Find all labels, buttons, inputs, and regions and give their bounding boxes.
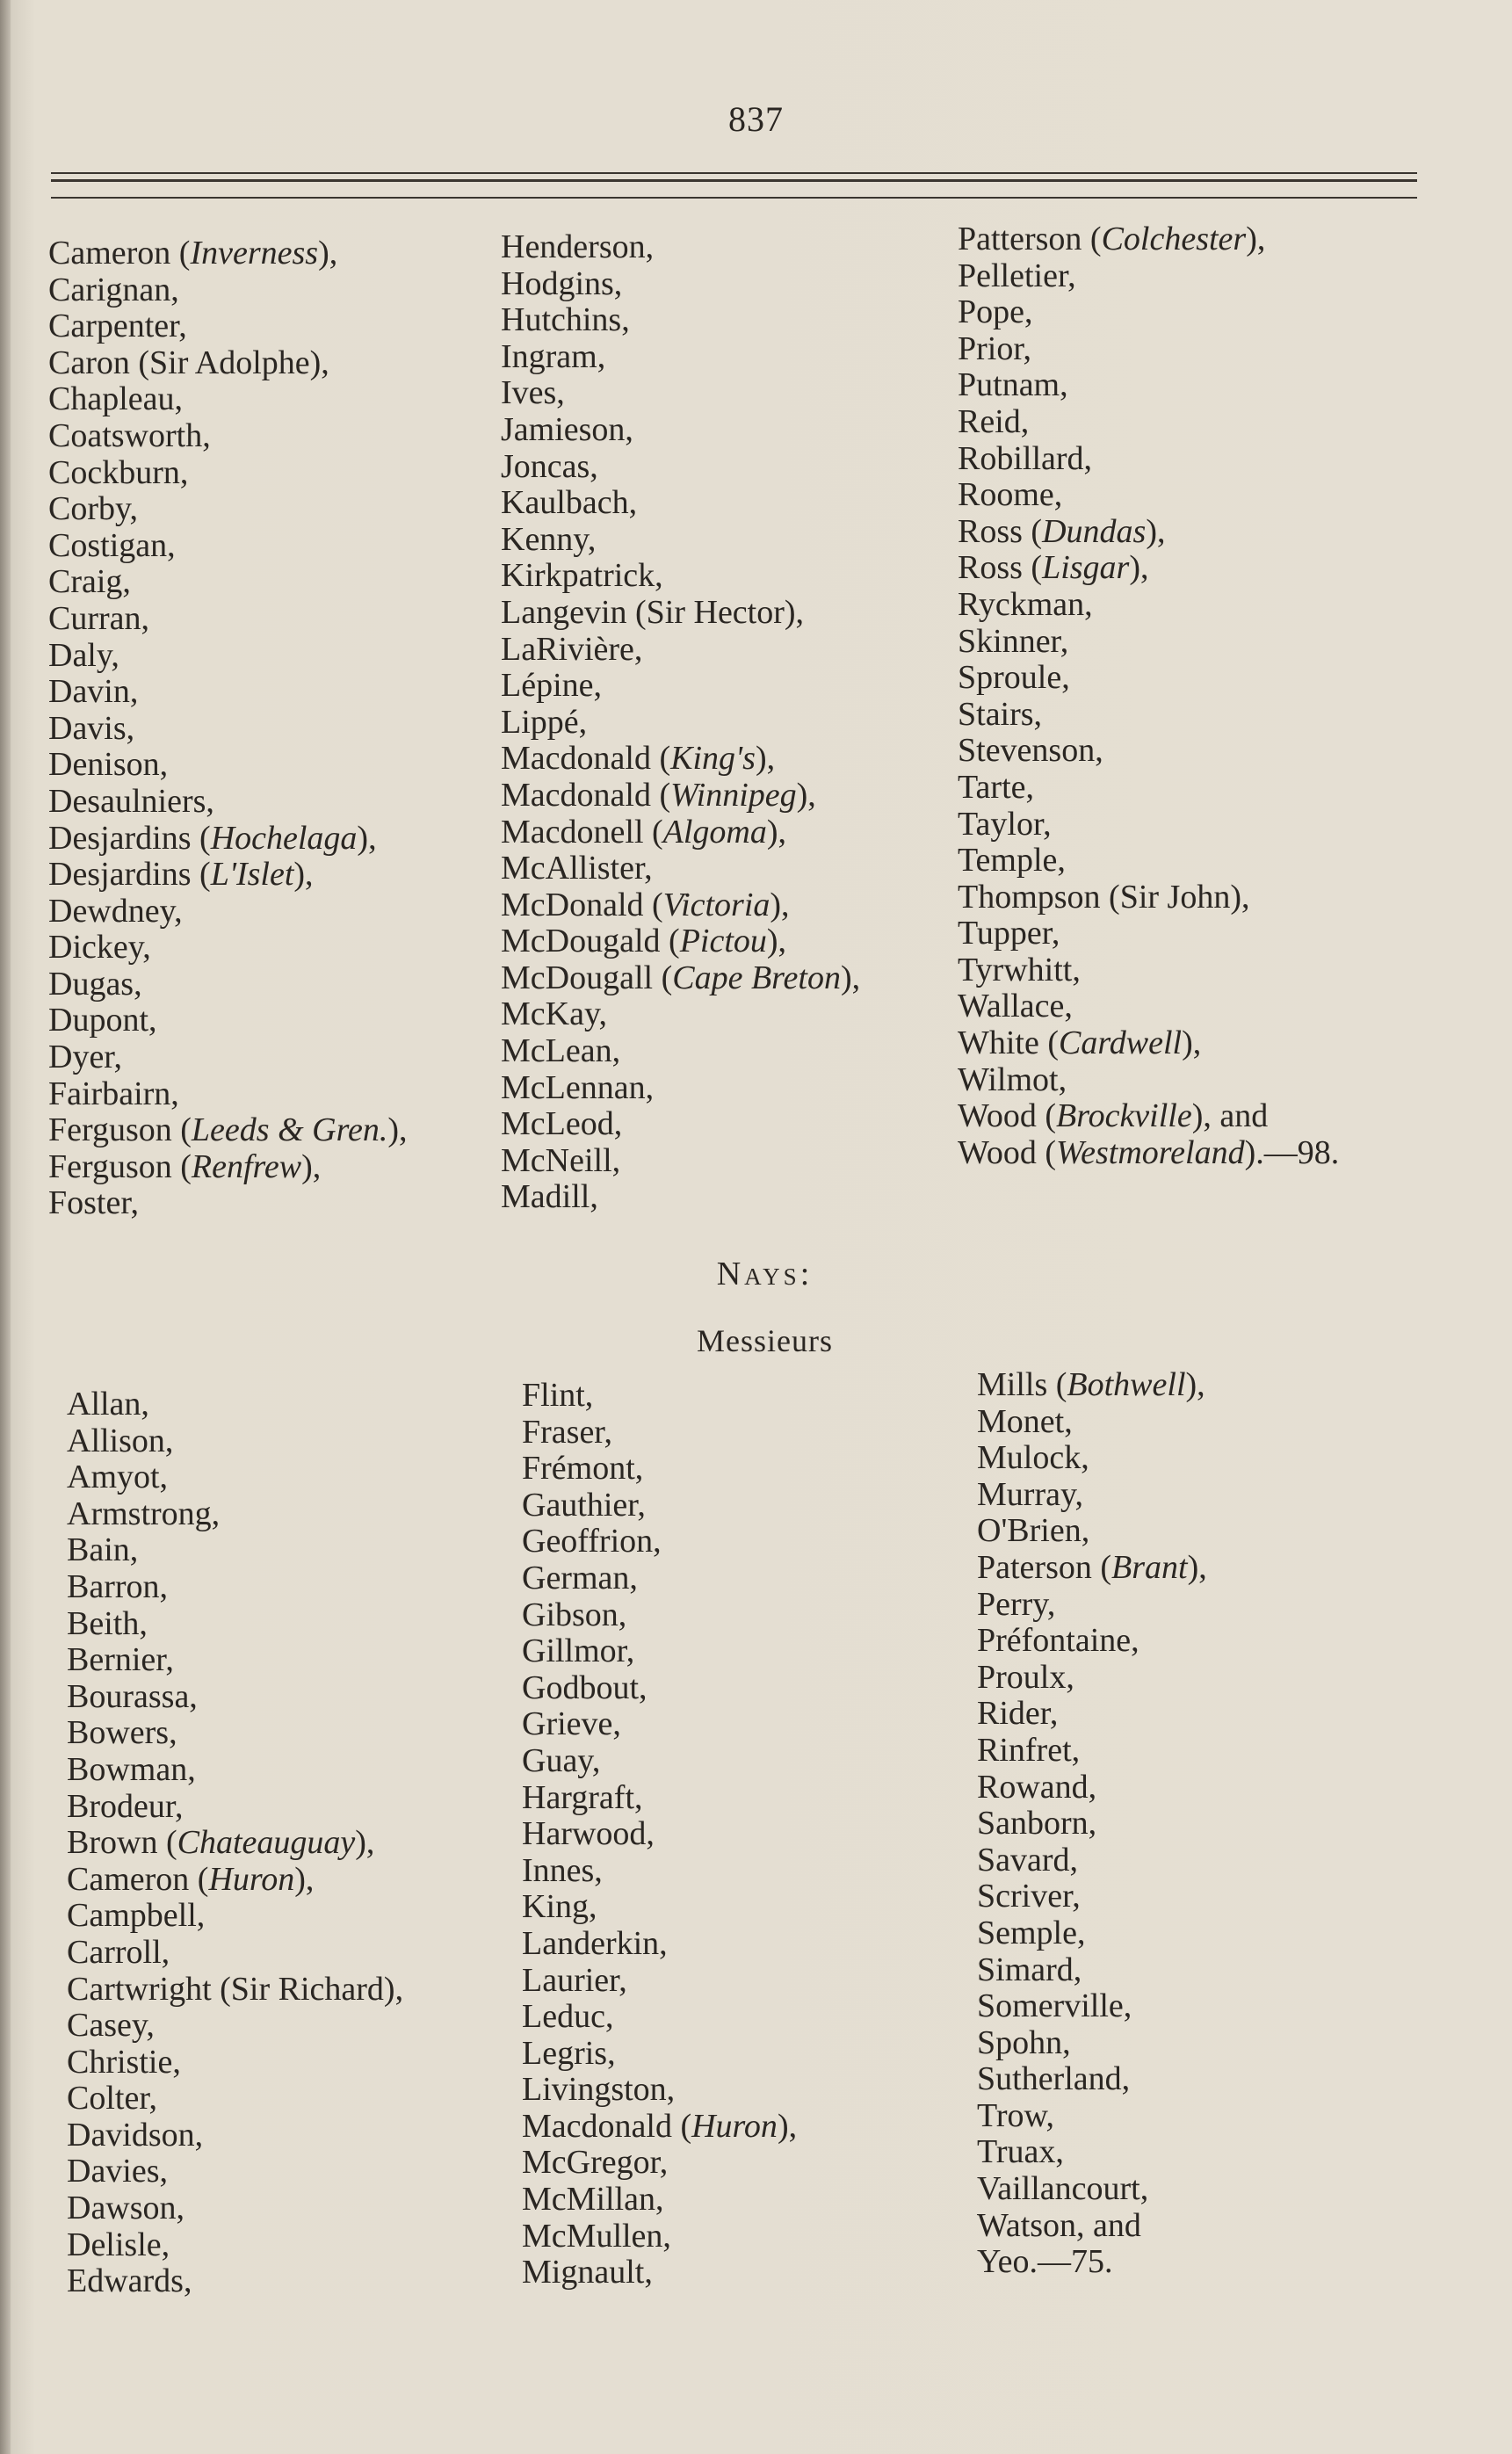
member-name: Rider, (977, 1695, 1059, 1733)
member-name: Vaillancourt, (977, 2170, 1149, 2208)
member-name: Guay, (522, 1741, 601, 1779)
member-name: Yeo.—75. (977, 2243, 1113, 2281)
member-name: Mills (Bothwell), (977, 1366, 1205, 1403)
member-name: Cameron (Inverness), (48, 235, 338, 271)
member-name: Sproule, (958, 659, 1070, 697)
member-name: Denison, (48, 746, 169, 784)
member-name: Costigan, (48, 526, 176, 564)
book-spine-shadow (0, 0, 11, 2454)
page-number: 837 (728, 99, 784, 139)
member-name: Dewdney, (48, 892, 183, 930)
member-name: Carignan, (48, 271, 179, 308)
member-name: Geoffrion, (522, 1523, 662, 1560)
member-name: Ferguson (Renfrew), (48, 1147, 322, 1185)
member-name: Bowman, (67, 1750, 196, 1788)
member-name: Roome, (958, 476, 1063, 514)
member-name: Perry, (977, 1585, 1056, 1623)
member-name: Hutchins, (501, 301, 630, 339)
member-name: Wood (Brockville), and (958, 1097, 1269, 1135)
member-name: McDonald (Victoria), (501, 886, 790, 923)
nays-column-2 (522, 1378, 797, 2291)
member-name: Grieve, (522, 1705, 621, 1743)
member-name: Leduc, (522, 1998, 614, 2036)
member-name: Caron (Sir Adolphe), (48, 344, 329, 381)
member-name: Reid, (958, 402, 1030, 440)
nays-heading: Nays: (716, 1256, 814, 1292)
member-name: Pope, (958, 293, 1033, 331)
member-name: McDougall (Cape Breton), (501, 959, 861, 996)
messieurs-heading: Messieurs (697, 1323, 833, 1358)
member-name: Colter, (67, 2080, 157, 2117)
member-name: Stairs, (958, 695, 1043, 733)
member-name: Rowand, (977, 1768, 1097, 1806)
member-name: White (Cardwell), (958, 1024, 1202, 1062)
member-name: Edwards, (67, 2262, 192, 2300)
member-name: Amyot, (67, 1459, 169, 1496)
member-name: Dugas, (48, 965, 142, 1003)
member-name: Wilmot, (958, 1061, 1067, 1098)
member-name: Wallace, (958, 988, 1073, 1025)
yeas-column-3 (958, 221, 1339, 1171)
member-name: Kaulbach, (501, 484, 638, 522)
member-name: McMullen, (522, 2217, 671, 2255)
member-name: Barron, (67, 1567, 169, 1605)
member-name: O'Brien, (977, 1512, 1090, 1550)
member-name: Cameron (Huron), (67, 1860, 315, 1898)
member-name: Sanborn, (977, 1805, 1097, 1842)
member-name: Brown (Chateauguay), (67, 1824, 375, 1862)
member-name: Watson, and (977, 2206, 1141, 2244)
member-name: Landerkin, (522, 1924, 668, 1962)
member-name: Corby, (48, 490, 139, 528)
member-name: Simard, (977, 1951, 1082, 1988)
member-name: LaRivière, (501, 630, 643, 668)
member-name: Livingston, (522, 2071, 676, 2109)
nays-column-3 (977, 1367, 1207, 2281)
member-name: Monet, (977, 1402, 1073, 1440)
member-name: Sutherland, (977, 2060, 1131, 2098)
member-name: Curran, (48, 599, 150, 637)
member-name: Prior, (958, 329, 1031, 367)
member-name: Cockburn, (48, 453, 189, 491)
member-name: Wood (Westmoreland).—98. (958, 1133, 1340, 1171)
member-name: Beith, (67, 1604, 148, 1642)
member-name: Bowers, (67, 1714, 177, 1752)
member-name: Davidson, (67, 2116, 204, 2154)
nays-column-1 (67, 1386, 403, 2300)
member-name: Brodeur, (67, 1787, 184, 1825)
member-name: Coatsworth, (48, 416, 211, 454)
yeas-column-1 (48, 235, 407, 1222)
member-name: Allan, (67, 1386, 149, 1422)
member-name: Taylor, (958, 805, 1052, 843)
member-name: Robillard, (958, 439, 1093, 477)
member-name: Tarte, (958, 768, 1035, 806)
member-name: Thompson (Sir John), (958, 878, 1250, 916)
member-name: Bernier, (67, 1641, 174, 1679)
member-name: McLeod, (501, 1105, 623, 1143)
member-name: Desjardins (Hochelaga), (48, 819, 377, 857)
member-name: Bourassa, (67, 1677, 198, 1715)
member-name: Langevin (Sir Hector), (501, 593, 805, 631)
member-name: McGregor, (522, 2144, 669, 2182)
member-name: Allison, (67, 1422, 174, 1459)
member-name: Hodgins, (501, 264, 623, 302)
member-name: Dawson, (67, 2190, 185, 2227)
member-name: Fraser, (522, 1413, 612, 1451)
member-name: Mulock, (977, 1439, 1089, 1477)
member-name: Craig, (48, 563, 131, 601)
member-name: Gauthier, (522, 1486, 646, 1524)
member-name: Daly, (48, 636, 119, 674)
member-name: Macdonald (Winnipeg), (501, 776, 816, 814)
member-name: Godbout, (522, 1669, 647, 1706)
member-name: McDougald (Pictou), (501, 923, 787, 960)
member-name: Lépine, (501, 667, 603, 705)
member-name: Gibson, (522, 1596, 627, 1633)
member-name: Préfontaine, (977, 1622, 1139, 1660)
member-name: Carroll, (67, 1933, 170, 1971)
member-name: Ross (Lisgar), (958, 549, 1149, 587)
member-name: Kirkpatrick, (501, 557, 663, 595)
member-name: Christie, (67, 2043, 181, 2081)
member-name: Putnam, (958, 366, 1068, 404)
member-name: Delisle, (67, 2226, 170, 2263)
member-name: Davis, (48, 709, 135, 747)
member-name: Macdonell (Algoma), (501, 813, 787, 851)
member-name: Frémont, (522, 1450, 644, 1488)
header-rule (51, 172, 1417, 174)
member-name: Legris, (522, 2034, 616, 2072)
member-name: Cartwright (Sir Richard), (67, 1970, 404, 2008)
member-name: Skinner, (958, 622, 1069, 660)
member-name: Davies, (67, 2153, 169, 2190)
member-name: Trow, (977, 2096, 1055, 2134)
header-rule (51, 179, 1417, 182)
member-name: Harwood, (522, 1815, 655, 1853)
member-name: Dupont, (48, 1002, 157, 1039)
member-name: Chapleau, (48, 380, 184, 418)
member-name: Spohn, (977, 2023, 1071, 2061)
member-name: Foster, (48, 1184, 139, 1222)
member-name: Proulx, (977, 1658, 1074, 1696)
member-name: Temple, (958, 842, 1066, 880)
member-name: Paterson (Brant), (977, 1548, 1207, 1586)
member-name: Ives, (501, 374, 565, 412)
member-name: Davin, (48, 673, 139, 711)
member-name: Macdonald (Huron), (522, 2107, 798, 2145)
member-name: Dickey, (48, 929, 151, 966)
member-name: Flint, (522, 1377, 594, 1414)
member-name: Semple, (977, 1914, 1086, 1951)
member-name: Mignault, (522, 2254, 653, 2291)
member-name: Innes, (522, 1851, 603, 1889)
member-name: Murray, (977, 1475, 1083, 1513)
member-name: McLean, (501, 1032, 621, 1070)
member-name: Campbell, (67, 1897, 206, 1935)
member-name: Lippé, (501, 703, 588, 741)
member-name: McLennan, (501, 1068, 655, 1106)
member-name: Tupper, (958, 915, 1060, 952)
header-rule (51, 197, 1417, 199)
member-name: Bain, (67, 1531, 139, 1569)
member-name: Ferguson (Leeds & Gren.), (48, 1111, 408, 1149)
member-name: Rinfret, (977, 1731, 1081, 1769)
member-name: Dyer, (48, 1039, 122, 1076)
member-name: Ross (Dundas), (958, 512, 1166, 550)
member-name: Tyrwhitt, (958, 951, 1081, 988)
member-name: Pelletier, (958, 257, 1076, 294)
member-name: Desaulniers, (48, 782, 214, 820)
member-name: Hargraft, (522, 1778, 643, 1816)
member-name: Carpenter, (48, 308, 187, 345)
member-name: Desjardins (L'Islet), (48, 856, 314, 894)
member-name: Macdonald (King's), (501, 740, 776, 778)
member-name: Gillmor, (522, 1632, 635, 1670)
member-name: Savard, (977, 1841, 1079, 1879)
member-name: McMillan, (522, 2181, 664, 2219)
member-name: Somerville, (977, 1987, 1132, 2025)
member-name: Truax, (977, 2133, 1064, 2171)
member-name: McNeill, (501, 1141, 621, 1179)
member-name: Armstrong, (67, 1495, 221, 1532)
member-name: Laurier, (522, 1961, 627, 1999)
member-name: Patterson (Colchester), (958, 221, 1266, 257)
member-name: Joncas, (501, 447, 598, 485)
member-name: Madill, (501, 1178, 598, 1216)
member-name: Henderson, (501, 228, 655, 265)
member-name: McAllister, (501, 850, 653, 887)
yeas-column-2 (501, 229, 860, 1216)
member-name: McKay, (501, 995, 607, 1033)
member-name: Scriver, (977, 1878, 1081, 1915)
member-name: Casey, (67, 2007, 155, 2045)
member-name: Kenny, (501, 520, 597, 558)
member-name: Fairbairn, (48, 1075, 179, 1112)
member-name: Stevenson, (958, 732, 1103, 770)
member-name: German, (522, 1559, 638, 1596)
member-name: Ingram, (501, 337, 606, 375)
member-name: King, (522, 1888, 597, 1926)
member-name: Jamieson, (501, 410, 633, 448)
member-name: Ryckman, (958, 585, 1093, 623)
